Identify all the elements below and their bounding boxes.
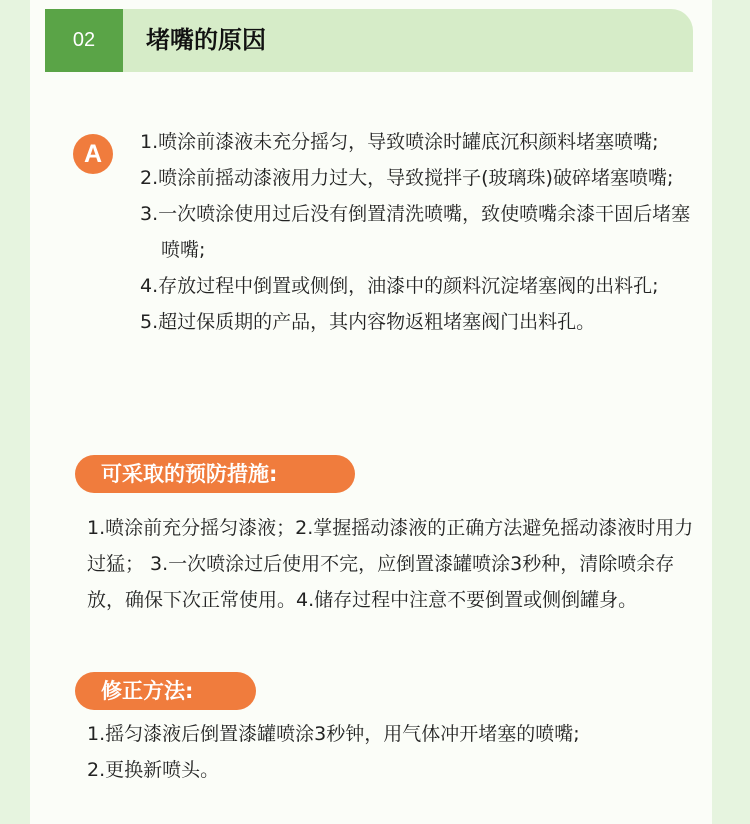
section-title: 堵嘴的原因 bbox=[146, 26, 266, 54]
fix-text bbox=[87, 716, 697, 788]
fix-heading: 修正方法: bbox=[75, 672, 256, 710]
list-item: 1.喷涂前漆液未充分摇匀，导致喷涂时罐底沉积颜料堵塞喷嘴; bbox=[140, 131, 659, 153]
section-number: 02 bbox=[45, 9, 123, 72]
cause-list bbox=[140, 124, 700, 340]
fix-line-1: 1.摇匀漆液后倒置漆罐喷涂3秒钟，用气体冲开堵塞的喷嘴; bbox=[87, 723, 580, 745]
list-item: 2.喷涂前摇动漆液用力过大，导致搅拌子(玻璃珠)破碎堵塞喷嘴; bbox=[140, 167, 674, 189]
section-header bbox=[45, 9, 693, 72]
fix-line-2: 2.更换新喷头。 bbox=[87, 759, 220, 781]
prevention-heading: 可采取的预防措施: bbox=[75, 455, 355, 493]
list-item: 4.存放过程中倒置或侧倒，油漆中的颜料沉淀堵塞阀的出料孔; bbox=[140, 275, 659, 297]
cause-badge: A bbox=[73, 134, 113, 174]
list-item: 5.超过保质期的产品，其内容物返粗堵塞阀门出料孔。 bbox=[140, 311, 596, 333]
prevention-text: 1.喷涂前充分摇匀漆液；2.掌握摇动漆液的正确方法避免摇动漆液时用力过猛； 3.一次喷涂过后使用不完，应倒置漆罐喷涂3秒种，清除喷余存放，确保下次正常使用。4.储存过程中注意不要倒置或侧倒罐身。 bbox=[87, 517, 694, 611]
list-item: 3.一次喷涂使用过后没有倒置清洗喷嘴，致使喷嘴余漆干固后堵塞喷嘴; bbox=[140, 203, 691, 261]
